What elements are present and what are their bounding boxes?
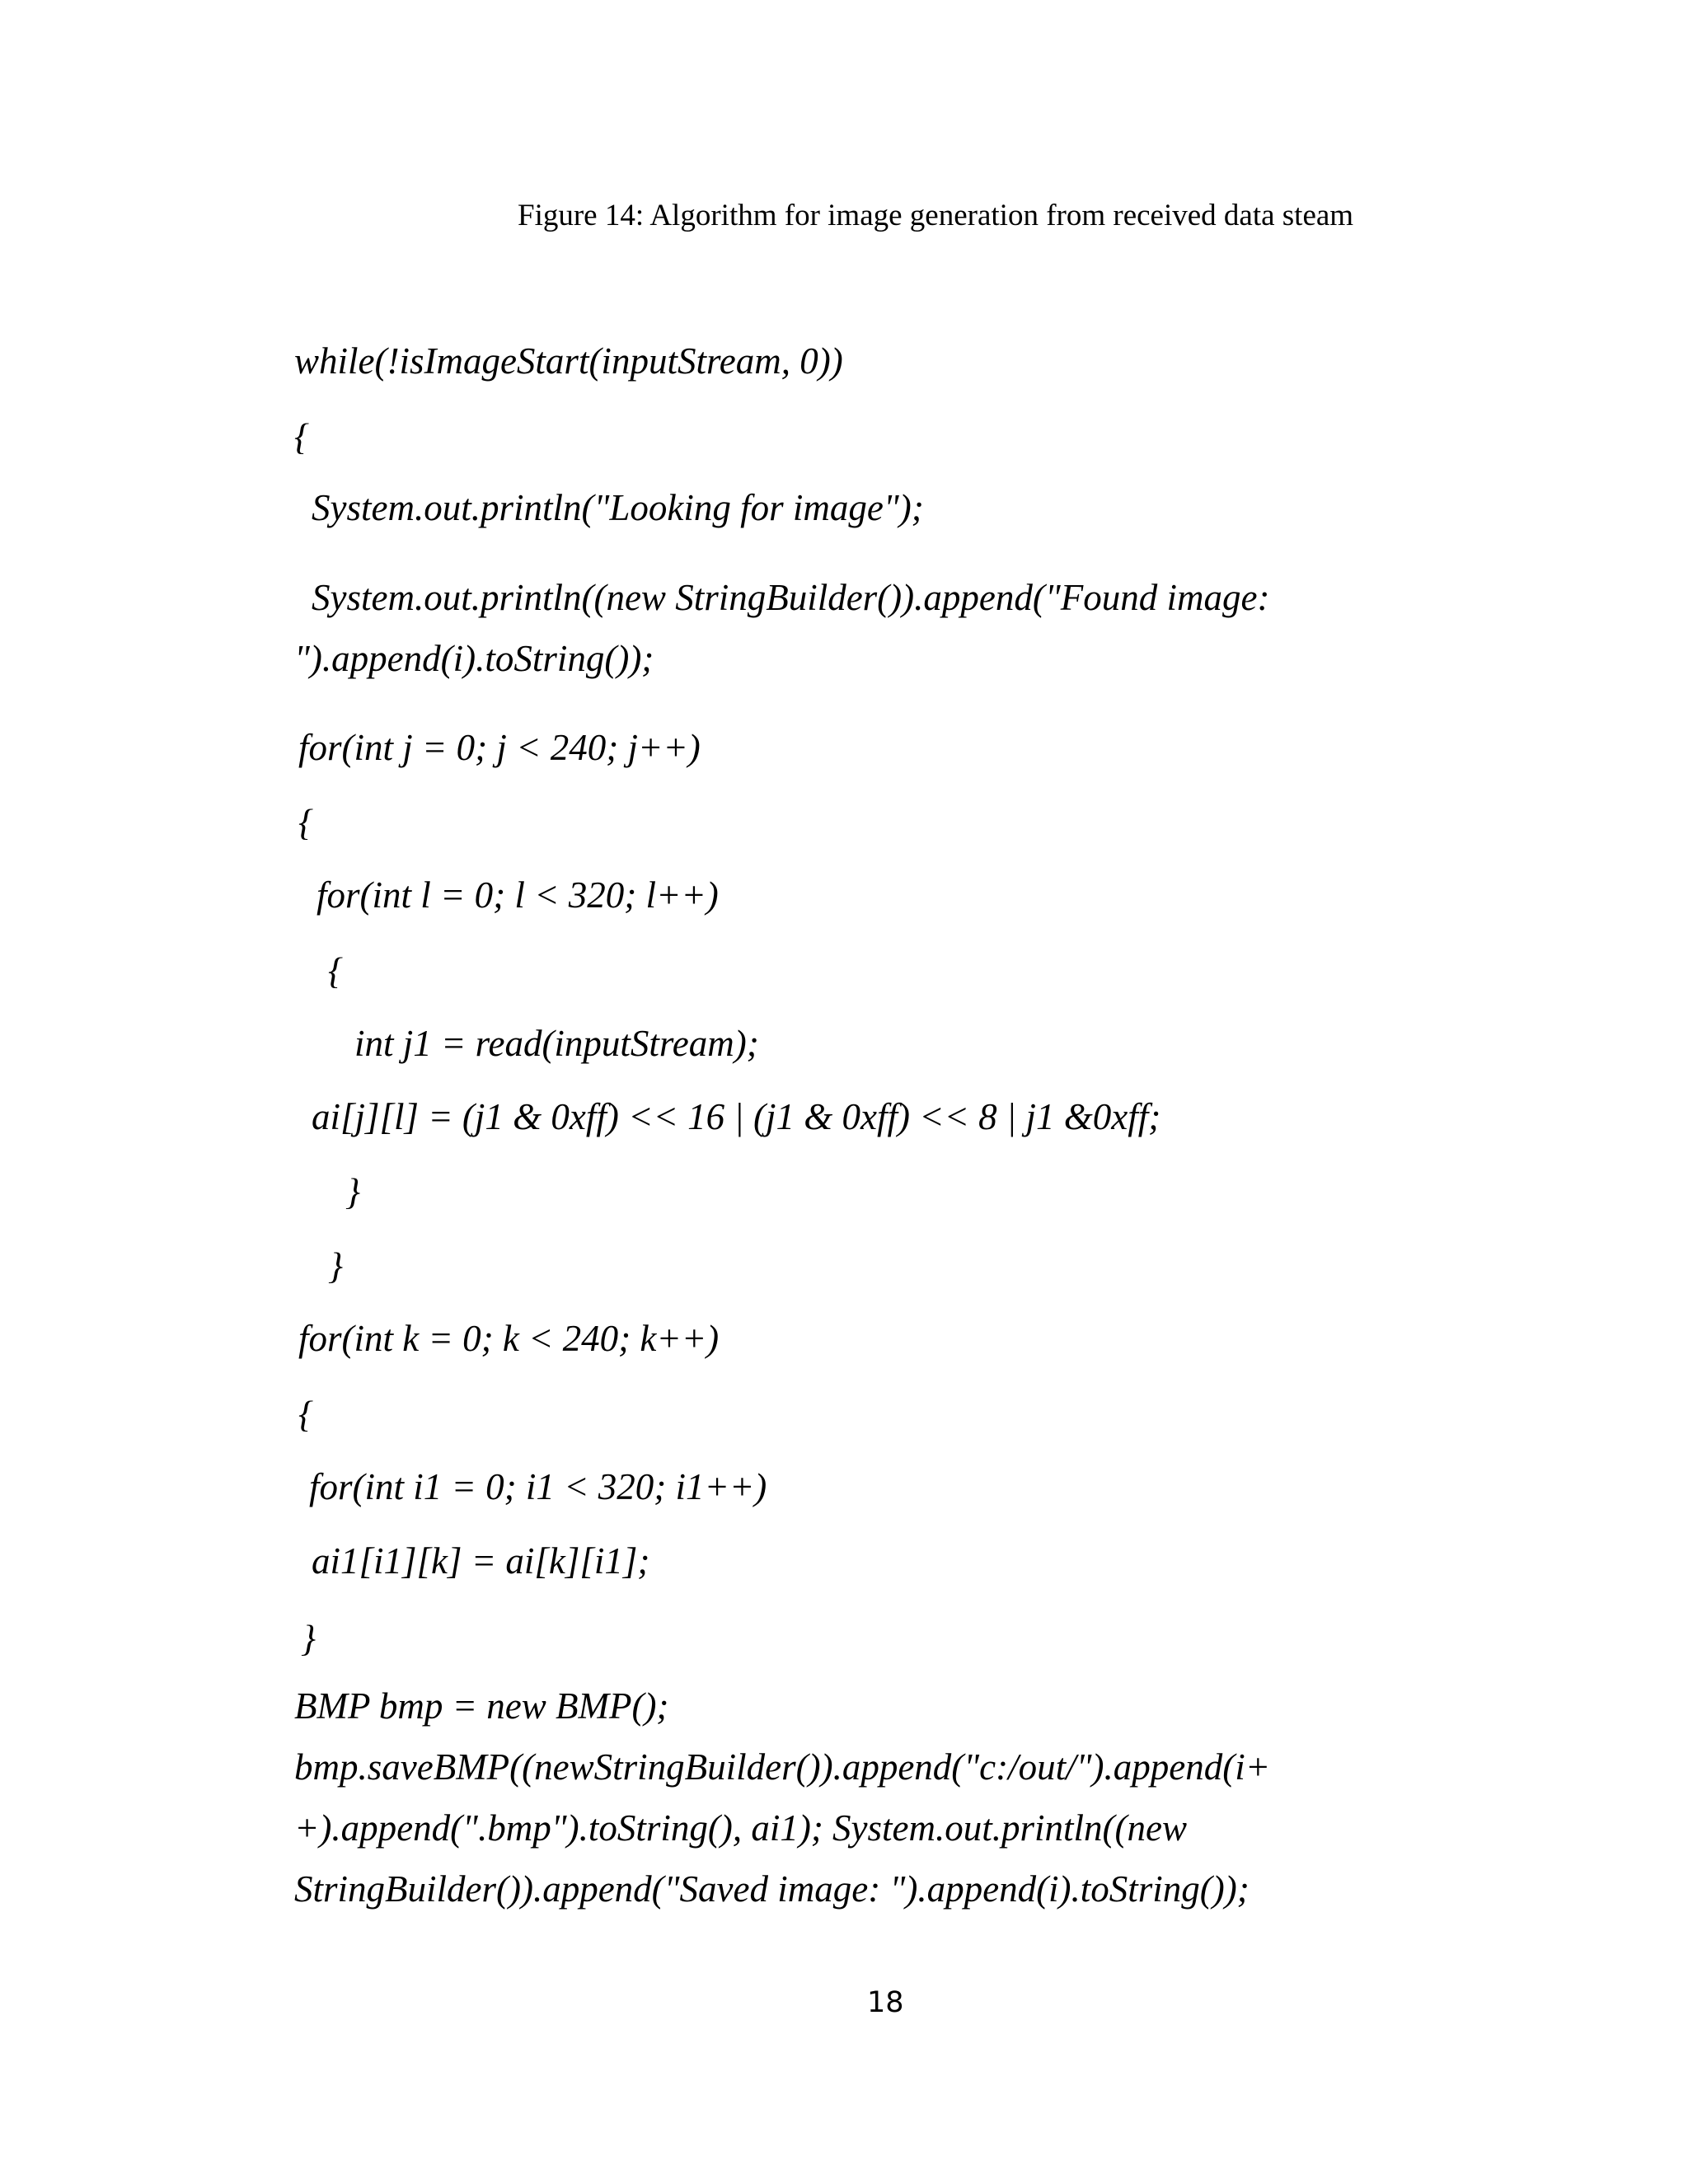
code-line: } bbox=[345, 1171, 360, 1212]
code-line: ").append(i).toString()); bbox=[294, 638, 654, 679]
code-line: } bbox=[301, 1618, 316, 1659]
code-line: { bbox=[298, 1394, 313, 1435]
code-line: while(!isImageStart(inputStream, 0)) bbox=[294, 340, 843, 382]
code-line: for(int i1 = 0; i1 < 320; i1++) bbox=[309, 1466, 767, 1507]
code-line: for(int l = 0; l < 320; l++) bbox=[316, 874, 719, 916]
code-line: { bbox=[328, 950, 343, 991]
code-line: System.out.println((new StringBuilder()).append("Found image: bbox=[312, 577, 1270, 618]
code-line: System.out.println("Looking for image"); bbox=[312, 487, 924, 528]
code-line: } bbox=[328, 1245, 343, 1286]
code-line: { bbox=[294, 416, 309, 457]
page-number: 18 bbox=[867, 1986, 904, 2019]
figure-caption: Figure 14: Algorithm for image generation from received data steam bbox=[518, 199, 1354, 232]
code-line: for(int k = 0; k < 240; k++) bbox=[298, 1318, 720, 1359]
code-line: int j1 = read(inputStream); bbox=[354, 1023, 759, 1064]
code-line: BMP bmp = new BMP(); bbox=[294, 1685, 669, 1727]
code-line: ai1[i1][k] = ai[k][i1]; bbox=[312, 1540, 650, 1582]
code-line: { bbox=[298, 802, 313, 843]
code-line: +).append(".bmp").toString(), ai1); System.out.println((new bbox=[294, 1807, 1187, 1849]
code-line: ai[j][l] = (j1 & 0xff) << 16 | (j1 & 0xff) << 8 | j1 &0xff; bbox=[312, 1096, 1161, 1137]
code-line: for(int j = 0; j < 240; j++) bbox=[298, 727, 701, 768]
code-line: StringBuilder()).append("Saved image: ").append(i).toString()); bbox=[294, 1868, 1250, 1910]
code-line: bmp.saveBMP((newStringBuilder()).append("c:/out/").append(i+ bbox=[294, 1746, 1271, 1788]
